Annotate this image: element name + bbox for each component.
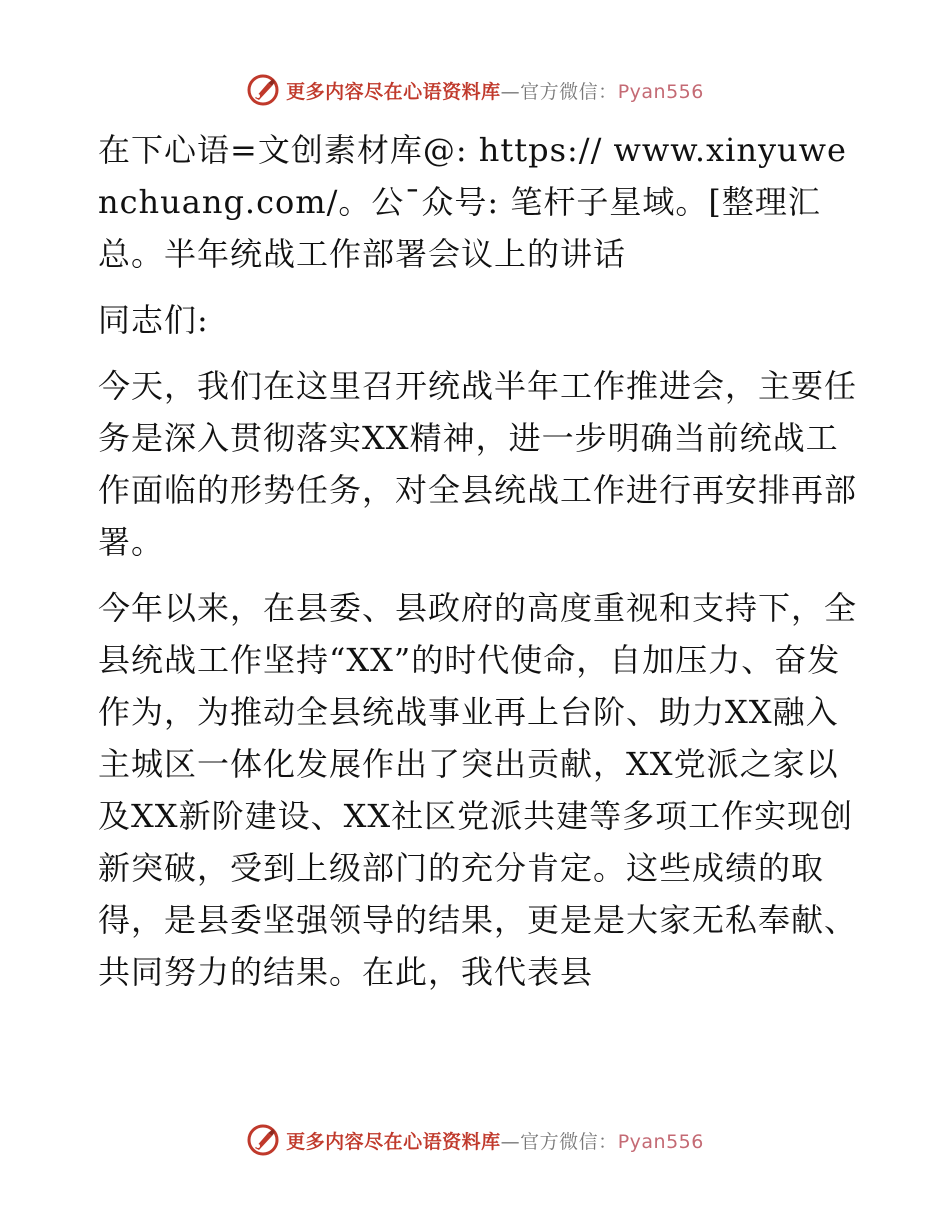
quill-pen-logo-icon	[246, 1123, 280, 1157]
document-paragraph-1: 今天，我们在这里召开统战半年工作推进会，主要任务是深入贯彻落实XX精神，进一步明确当前统战工作面临的形势任务，对全县统战工作进行再安排再部署。	[98, 367, 858, 561]
document-intro: 在下心语=文创素材库@: https:// www.xinyuwenchuang.com/。公¯众号: 笔杆子星域。[整理汇总。半年统战工作部署会议上的讲话	[98, 131, 847, 273]
banner-wechat-label: 官方微信：	[520, 1130, 618, 1153]
banner-wechat-id: Pyan556	[617, 80, 704, 103]
banner-main-text: 更多内容尽在心语资料库	[286, 1130, 501, 1153]
document-paragraph-2: 今年以来，在县委、县政府的高度重视和支持下，全县统战工作坚持“XX”的时代使命，自加压力、奋发作为，为推动全县统战事业再上台阶、助力XX融入主城区一体化发展作出了突出贡献，XX党派之家以及XX新阶建设、XX社区党派共建等多项工作实现创新突破，受到上级部门的充分肯定。这些成绩的取得，是县委坚强领导的结果，更是是大家无私奉献、共同努力的结果。在此，我代表县	[98, 589, 858, 991]
document-body	[98, 124, 858, 998]
quill-pen-logo-icon	[246, 73, 280, 107]
header-watermark-banner	[0, 70, 950, 110]
banner-dash: —	[500, 80, 521, 103]
document-salutation: 同志们:	[98, 301, 209, 339]
banner-text	[286, 1127, 704, 1154]
banner-text	[286, 77, 704, 104]
banner-dash: —	[500, 1130, 521, 1153]
banner-wechat-label: 官方微信：	[520, 80, 618, 103]
banner-main-text: 更多内容尽在心语资料库	[286, 80, 501, 103]
footer-watermark-banner	[0, 1120, 950, 1160]
banner-wechat-id: Pyan556	[617, 1130, 704, 1153]
